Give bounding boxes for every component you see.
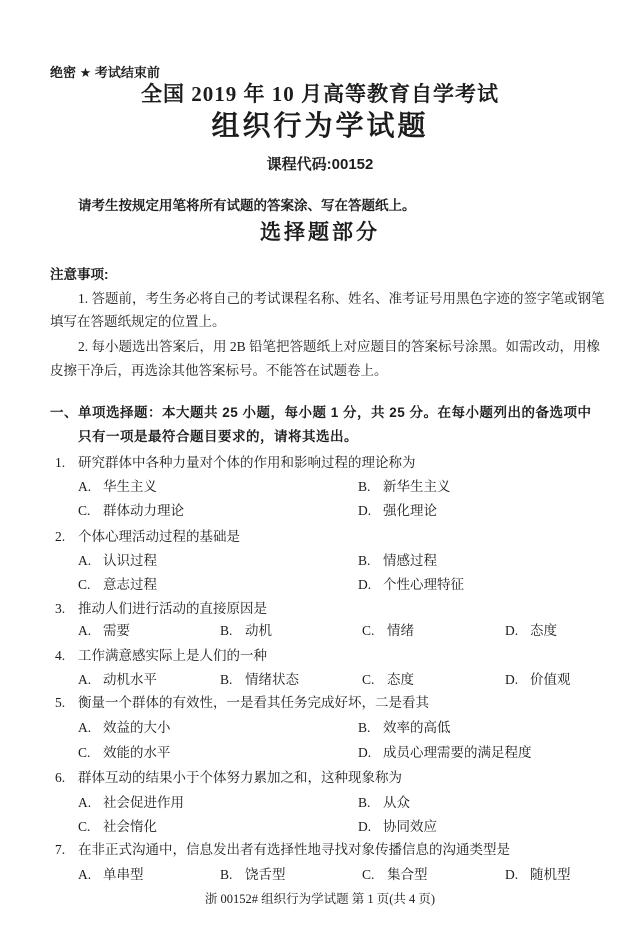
notice-1-line-1: 1. 答题前，考生务必将自己的考试课程名称、姓名、准考证号用黑色字迹的签字笔或钢笔: [78, 291, 605, 306]
question-4: [55, 647, 267, 665]
question-3: [55, 600, 267, 618]
question-4-option-a: A. 动机水平: [78, 672, 157, 687]
question-5-option-a: A. 效益的大小: [78, 720, 171, 735]
question-3-option-a: A. 需要: [78, 623, 130, 638]
question-7-option-d: D. 随机型: [505, 867, 571, 882]
question-6-text: 群体互动的结果小于个体努力累加之和，这种现象称为: [78, 770, 402, 785]
question-5-number: 5.: [55, 695, 66, 710]
question-2-option-c: C. 意志过程: [78, 577, 157, 592]
question-5: [55, 694, 429, 712]
question-4-text: 工作满意感实际上是人们的一种: [78, 648, 267, 663]
question-2-option-a: A. 认识过程: [78, 553, 157, 568]
question-1-option-a: A. 华生主义: [78, 479, 157, 494]
question-1-option-d: D. 强化理论: [358, 503, 437, 518]
question-2-number: 2.: [55, 529, 66, 544]
question-7-option-a: A. 单串型: [78, 867, 144, 882]
question-5-option-c: C. 效能的水平: [78, 745, 171, 760]
question-5-option-b: B. 效率的高低: [358, 720, 451, 735]
question-1-text: 研究群体中各种力量对个体的作用和影响过程的理论称为: [78, 455, 416, 470]
question-7-text: 在非正式沟通中，信息发出者有选择性地寻找对象传播信息的沟通类型是: [78, 842, 510, 857]
page-footer: 浙 00152# 组织行为学试题 第 1 页(共 4 页): [204, 892, 436, 906]
answer-instruction: 请考生按规定用笔将所有试题的答案涂、写在答题纸上。: [78, 198, 416, 213]
notice-2-line-2: 皮擦干净后，再选涂其他答案标号。不能答在试题卷上。: [50, 363, 388, 378]
notice-1-line-2: 填写在答题纸规定的位置上。: [50, 314, 226, 329]
question-1-option-c: C. 群体动力理论: [78, 503, 184, 518]
question-3-number: 3.: [55, 601, 66, 616]
question-1-number: 1.: [55, 455, 66, 470]
question-6-option-a: A. 社会促进作用: [78, 795, 184, 810]
question-3-option-d: D. 态度: [505, 623, 557, 638]
section-title: 选择题部分: [260, 221, 380, 244]
question-1-option-b: B. 新华生主义: [358, 479, 451, 494]
question-7-option-c: C. 集合型: [362, 867, 428, 882]
course-code: 课程代码:00152: [266, 156, 374, 173]
question-5-option-d: D. 成员心理需要的满足程度: [358, 745, 532, 760]
question-3-option-c: C. 情绪: [362, 623, 414, 638]
question-4-option-d: D. 价值观: [505, 672, 571, 687]
question-6-option-d: D. 协同效应: [358, 819, 437, 834]
question-6-option-c: C. 社会惰化: [78, 819, 157, 834]
question-4-option-b: B. 情绪状态: [220, 672, 299, 687]
paper-title: 组织行为学试题: [211, 110, 429, 141]
question-3-option-b: B. 动机: [220, 623, 272, 638]
question-6-number: 6.: [55, 770, 66, 785]
question-4-option-c: C. 态度: [362, 672, 414, 687]
mcq-section-heading-line-1: 一、单项选择题：本大题共 25 小题，每小题 1 分，共 25 分。在每小题列出的备选项中: [50, 405, 592, 420]
exam-title: 全国 2019 年 10 月高等教育自学考试: [141, 82, 499, 106]
question-2-text: 个体心理活动过程的基础是: [78, 529, 240, 544]
question-2: [55, 528, 240, 546]
question-7-number: 7.: [55, 842, 66, 857]
question-2-option-b: B. 情感过程: [358, 553, 437, 568]
question-3-text: 推动人们进行活动的直接原因是: [78, 601, 267, 616]
question-7: [55, 841, 510, 859]
secrecy-banner: 绝密 ★ 考试结束前: [50, 65, 160, 80]
question-2-option-d: D. 个性心理特征: [358, 577, 464, 592]
question-5-text: 衡量一个群体的有效性，一是看其任务完成好坏，二是看其: [78, 695, 429, 710]
question-4-number: 4.: [55, 648, 66, 663]
question-6: [55, 769, 402, 787]
question-6-option-b: B. 从众: [358, 795, 410, 810]
notice-heading: 注意事项:: [50, 267, 109, 282]
notice-2-line-1: 2. 每小题选出答案后，用 2B 铅笔把答题纸上对应题目的答案标号涂黑。如需改动，用橡: [78, 339, 601, 354]
question-7-option-b: B. 饶舌型: [220, 867, 286, 882]
mcq-section-heading-line-2: 只有一项是最符合题目要求的，请将其选出。: [78, 429, 358, 444]
question-1: [55, 454, 416, 472]
